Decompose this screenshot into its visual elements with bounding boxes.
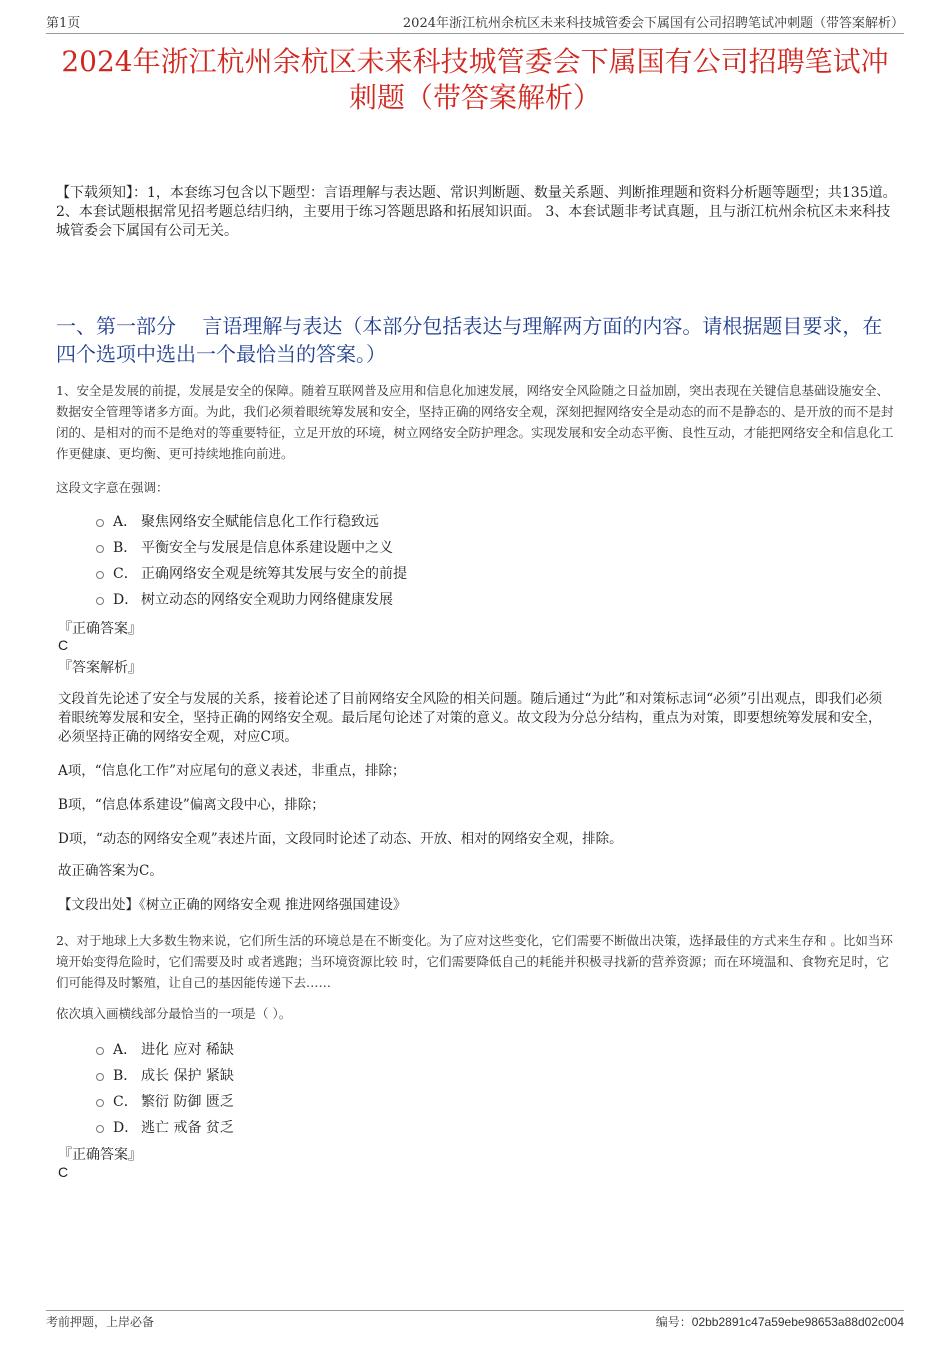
question-1-option-a[interactable] (96, 508, 407, 534)
footer-divider (46, 1310, 904, 1311)
radio-icon[interactable] (96, 545, 104, 553)
question-2-option-a[interactable] (96, 1036, 234, 1062)
footer-code: 02bb2891c47a59ebe98653a88d02c004 (691, 1315, 904, 1329)
question-1-analysis-label: 『答案解析』 (58, 660, 142, 676)
option-letter: B． (113, 540, 138, 556)
footer-code-group (656, 1313, 904, 1331)
header-divider (46, 33, 904, 34)
option-text: 逃亡 戒备 贫乏 (141, 1120, 234, 1136)
question-2-text: 2、对于地球上大多数生物来说，它们所生活的环境总是在不断变化。为了应对这些变化，它们需要不断做出决策，选择最佳的方式来生存和 。比如当环境开始变得危险时，它们需要及时 或者逃跑；当环境资源比较 时，它们需要降低自己的耗能并积极寻找新的营养资源；而在环境温和、食物充足时，它们可能得及时繁殖，让自己的基因能传递下去…… (56, 933, 893, 990)
question-2-option-b[interactable] (96, 1062, 234, 1088)
question-1-prompt: 这段文字意在强调： (56, 480, 169, 495)
radio-icon[interactable] (96, 1047, 104, 1055)
analysis-paragraph: D项，“动态的网络安全观”表述片面，文段同时论述了动态、开放、相对的网络安全观，排除。 (58, 831, 623, 847)
header-doc-title: 2024年浙江杭州余杭区未来科技城管委会下属国有公司招聘笔试冲刺题（带答案解析） (402, 16, 904, 31)
analysis-paragraph: 文段首先论述了安全与发展的关系，接着论述了目前网络安全风险的相关问题。随后通过“为此”和对策标志词“必须”引出观点，即我们必须着眼统筹发展和安全，坚持正确的网络安全观。最后尾句论述了对策的意义。故文段为分总分结构，重点为对策，即要想统筹发展和安全，必须坚持正确的网络安全观，对应C项。 (58, 691, 883, 745)
radio-icon[interactable] (96, 519, 104, 527)
question-2-answer: C (58, 1164, 69, 1180)
option-text: 进化 应对 稀缺 (141, 1042, 234, 1058)
page-footer (46, 1313, 904, 1331)
analysis-paragraph: A项，“信息化工作”对应尾句的意义表述，非重点，排除； (58, 763, 406, 779)
option-text: 聚焦网络安全赋能信息化工作行稳致远 (141, 514, 379, 530)
question-2-prompt: 依次填入画横线部分最恰当的一项是（ ）。 (56, 1006, 292, 1021)
question-1-answer: C (58, 637, 69, 653)
radio-icon[interactable] (96, 1125, 104, 1133)
question-2-options (96, 1036, 234, 1140)
download-notice: 【下载须知】：1，本套练习包含以下题型：言语理解与表达题、常识判断题、数量关系题、判断推理题和资料分析题等题型；共135道。 2、本套试题根据常见招考题总结归纳，主要用于练习答题思路和拓展知识面。 3、本套试题非考试真题，且与浙江杭州余杭区未来科技城管委会下属国有公司无关。 (56, 185, 897, 239)
option-text: 繁衍 防御 匮乏 (141, 1094, 234, 1110)
footer-code-label: 编号： (655, 1315, 692, 1329)
option-letter: D． (113, 1120, 139, 1136)
option-letter: C． (113, 566, 138, 582)
question-1-option-d[interactable] (96, 586, 407, 612)
question-2-option-d[interactable] (96, 1114, 234, 1140)
page-number: 第1页 (46, 16, 81, 31)
question-1-option-b[interactable] (96, 534, 407, 560)
radio-icon[interactable] (96, 571, 104, 579)
radio-icon[interactable] (96, 1099, 104, 1107)
analysis-paragraph: 故正确答案为C。 (58, 863, 163, 879)
analysis-paragraph: B项，“信息体系建设”偏离文段中心，排除； (58, 797, 325, 813)
radio-icon[interactable] (96, 1073, 104, 1081)
footer-slogan: 考前押题，上岸必备 (46, 1315, 155, 1329)
page-header (46, 12, 904, 32)
question-1-text: 1、安全是发展的前提，发展是安全的保障。随着互联网普及应用和信息化加速发展，网络安全风险随之日益加剧，突出表现在关键信息基础设施安全、数据安全管理等诸多方面。为此，我们必须着眼统筹发展和安全，坚持正确的网络安全观，深刻把握网络安全是动态的而不是静态的、是开放的而不是封闭的、是相对的而不是绝对的等重要特征，立足开放的环境，树立网络安全防护理念。实现发展和安全动态平衡、良性互动，才能把网络安全和信息化工作更健康、更均衡、更可持续地推向前进。 (56, 383, 894, 461)
question-1-options (96, 508, 407, 612)
option-text: 平衡安全与发展是信息体系建设题中之义 (141, 540, 393, 556)
section-heading: 一、第一部分 言语理解与表达（本部分包括表达与理解两方面的内容。请根据题目要求，在四个选项中选出一个最恰当的答案。） (56, 314, 883, 366)
option-letter: B． (113, 1068, 138, 1084)
analysis-source: 【文段出处】《树立正确的网络安全观 推进网络强国建设》 (58, 897, 407, 913)
question-1-answer-label: 『正确答案』 (58, 621, 142, 637)
question-2-option-c[interactable] (96, 1088, 234, 1114)
document-title: 2024年浙江杭州余杭区未来科技城管委会下属国有公司招聘笔试冲刺题（带答案解析） (61, 45, 889, 114)
option-letter: A． (113, 1042, 138, 1058)
option-text: 树立动态的网络安全观助力网络健康发展 (141, 592, 393, 608)
question-1-option-c[interactable] (96, 560, 407, 586)
option-letter: C． (113, 1094, 138, 1110)
radio-icon[interactable] (96, 597, 104, 605)
option-text: 正确网络安全观是统筹其发展与安全的前提 (141, 566, 407, 582)
option-letter: D． (113, 592, 139, 608)
question-2-answer-label: 『正确答案』 (58, 1147, 142, 1163)
option-text: 成长 保护 紧缺 (141, 1068, 234, 1084)
option-letter: A． (113, 514, 138, 530)
